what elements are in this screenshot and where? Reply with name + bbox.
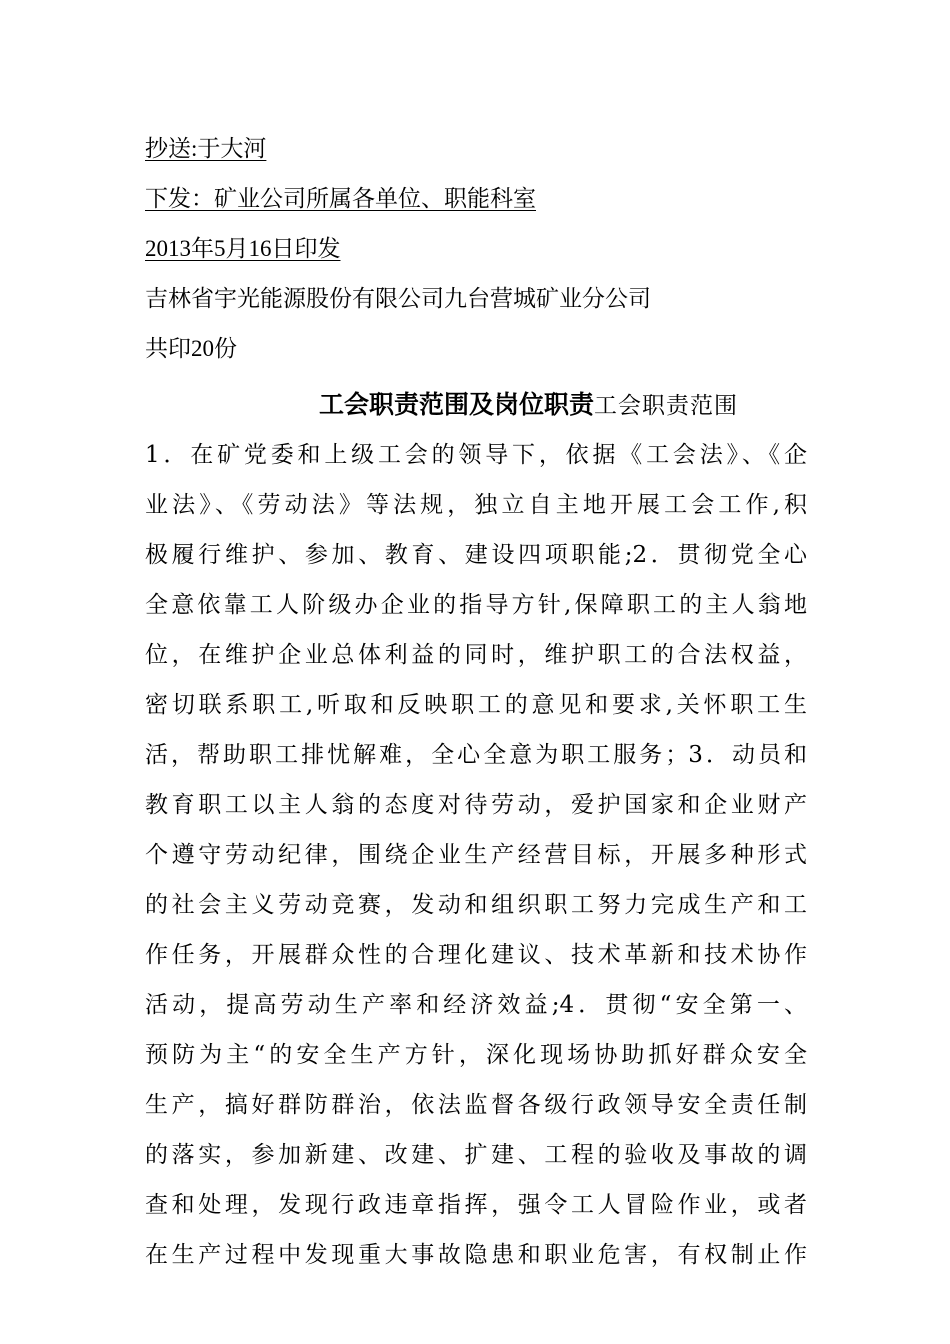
body-line: 教育职工以主人翁的态度对待劳动，爱护国家和企业财产 xyxy=(145,792,807,818)
body-line: 个遵守劳动纪律，围绕企业生产经营目标，开展多种形式 xyxy=(145,842,807,868)
body-line: 密切联系职工,听取和反映职工的意见和要求,关怀职工生 xyxy=(145,692,807,718)
distribution-text xyxy=(145,186,664,211)
document-subtitle: 工会职责范围 xyxy=(594,393,739,419)
distribution-line xyxy=(145,184,664,214)
document-body xyxy=(145,380,807,1280)
body-line: 的落实，参加新建、改建、扩建、工程的验收及事故的调 xyxy=(145,1142,807,1168)
organization-line: 吉林省宇光能源股份有限公司九台营城矿业分公司 xyxy=(145,286,651,311)
distribution-value: 下发：矿业公司所属各单位、职能科室 xyxy=(145,186,536,211)
body-line: 作任务，开展群众性的合理化建议、技术革新和技术协作 xyxy=(145,942,807,968)
date-value: 2013年5月16日印发 xyxy=(145,236,341,261)
body-line: 极履行维护、参加、教育、建设四项职能;2．贯彻党全心 xyxy=(145,542,807,568)
cc-text: 抄送:于大河 xyxy=(145,136,267,161)
body-line: 位，在维护企业总体利益的同时，维护职工的合法权益， xyxy=(145,642,807,668)
body-line: 业法》、《劳动法》等法规，独立自主地开展工会工作,积 xyxy=(145,492,807,518)
date-text xyxy=(145,236,365,261)
body-line: 生产，搞好群防群治，依法监督各级行政领导安全责任制 xyxy=(145,1092,807,1118)
body-line: 活动，提高劳动生产率和经济效益;4．贯彻“安全第一、 xyxy=(145,992,807,1018)
date-line xyxy=(145,234,365,264)
document-heading xyxy=(145,380,807,430)
document-title: 工会职责范围及岗位职责 xyxy=(319,390,595,419)
body-line: 在生产过程中发现重大事故隐患和职业危害，有权制止作 xyxy=(145,1242,807,1268)
body-paragraph xyxy=(145,430,807,1280)
body-line: 的社会主义劳动竞赛，发动和组织职工努力完成生产和工 xyxy=(145,892,807,918)
body-line: 活，帮助职工排忧解难，全心全意为职工服务；3．动员和 xyxy=(145,742,807,768)
body-line: 查和处理，发现行政违章指挥，强令工人冒险作业，或者 xyxy=(145,1192,807,1218)
cc-line xyxy=(145,134,266,164)
copies-line: 共印20份 xyxy=(145,336,237,361)
body-line: 全意依靠工人阶级办企业的指导方针,保障职工的主人翁地 xyxy=(145,592,807,618)
body-line: 预防为主“的安全生产方针，深化现场协助抓好群众安全 xyxy=(145,1042,807,1068)
body-line: 1．在矿党委和上级工会的领导下，依据《工会法》、《企 xyxy=(145,442,807,468)
